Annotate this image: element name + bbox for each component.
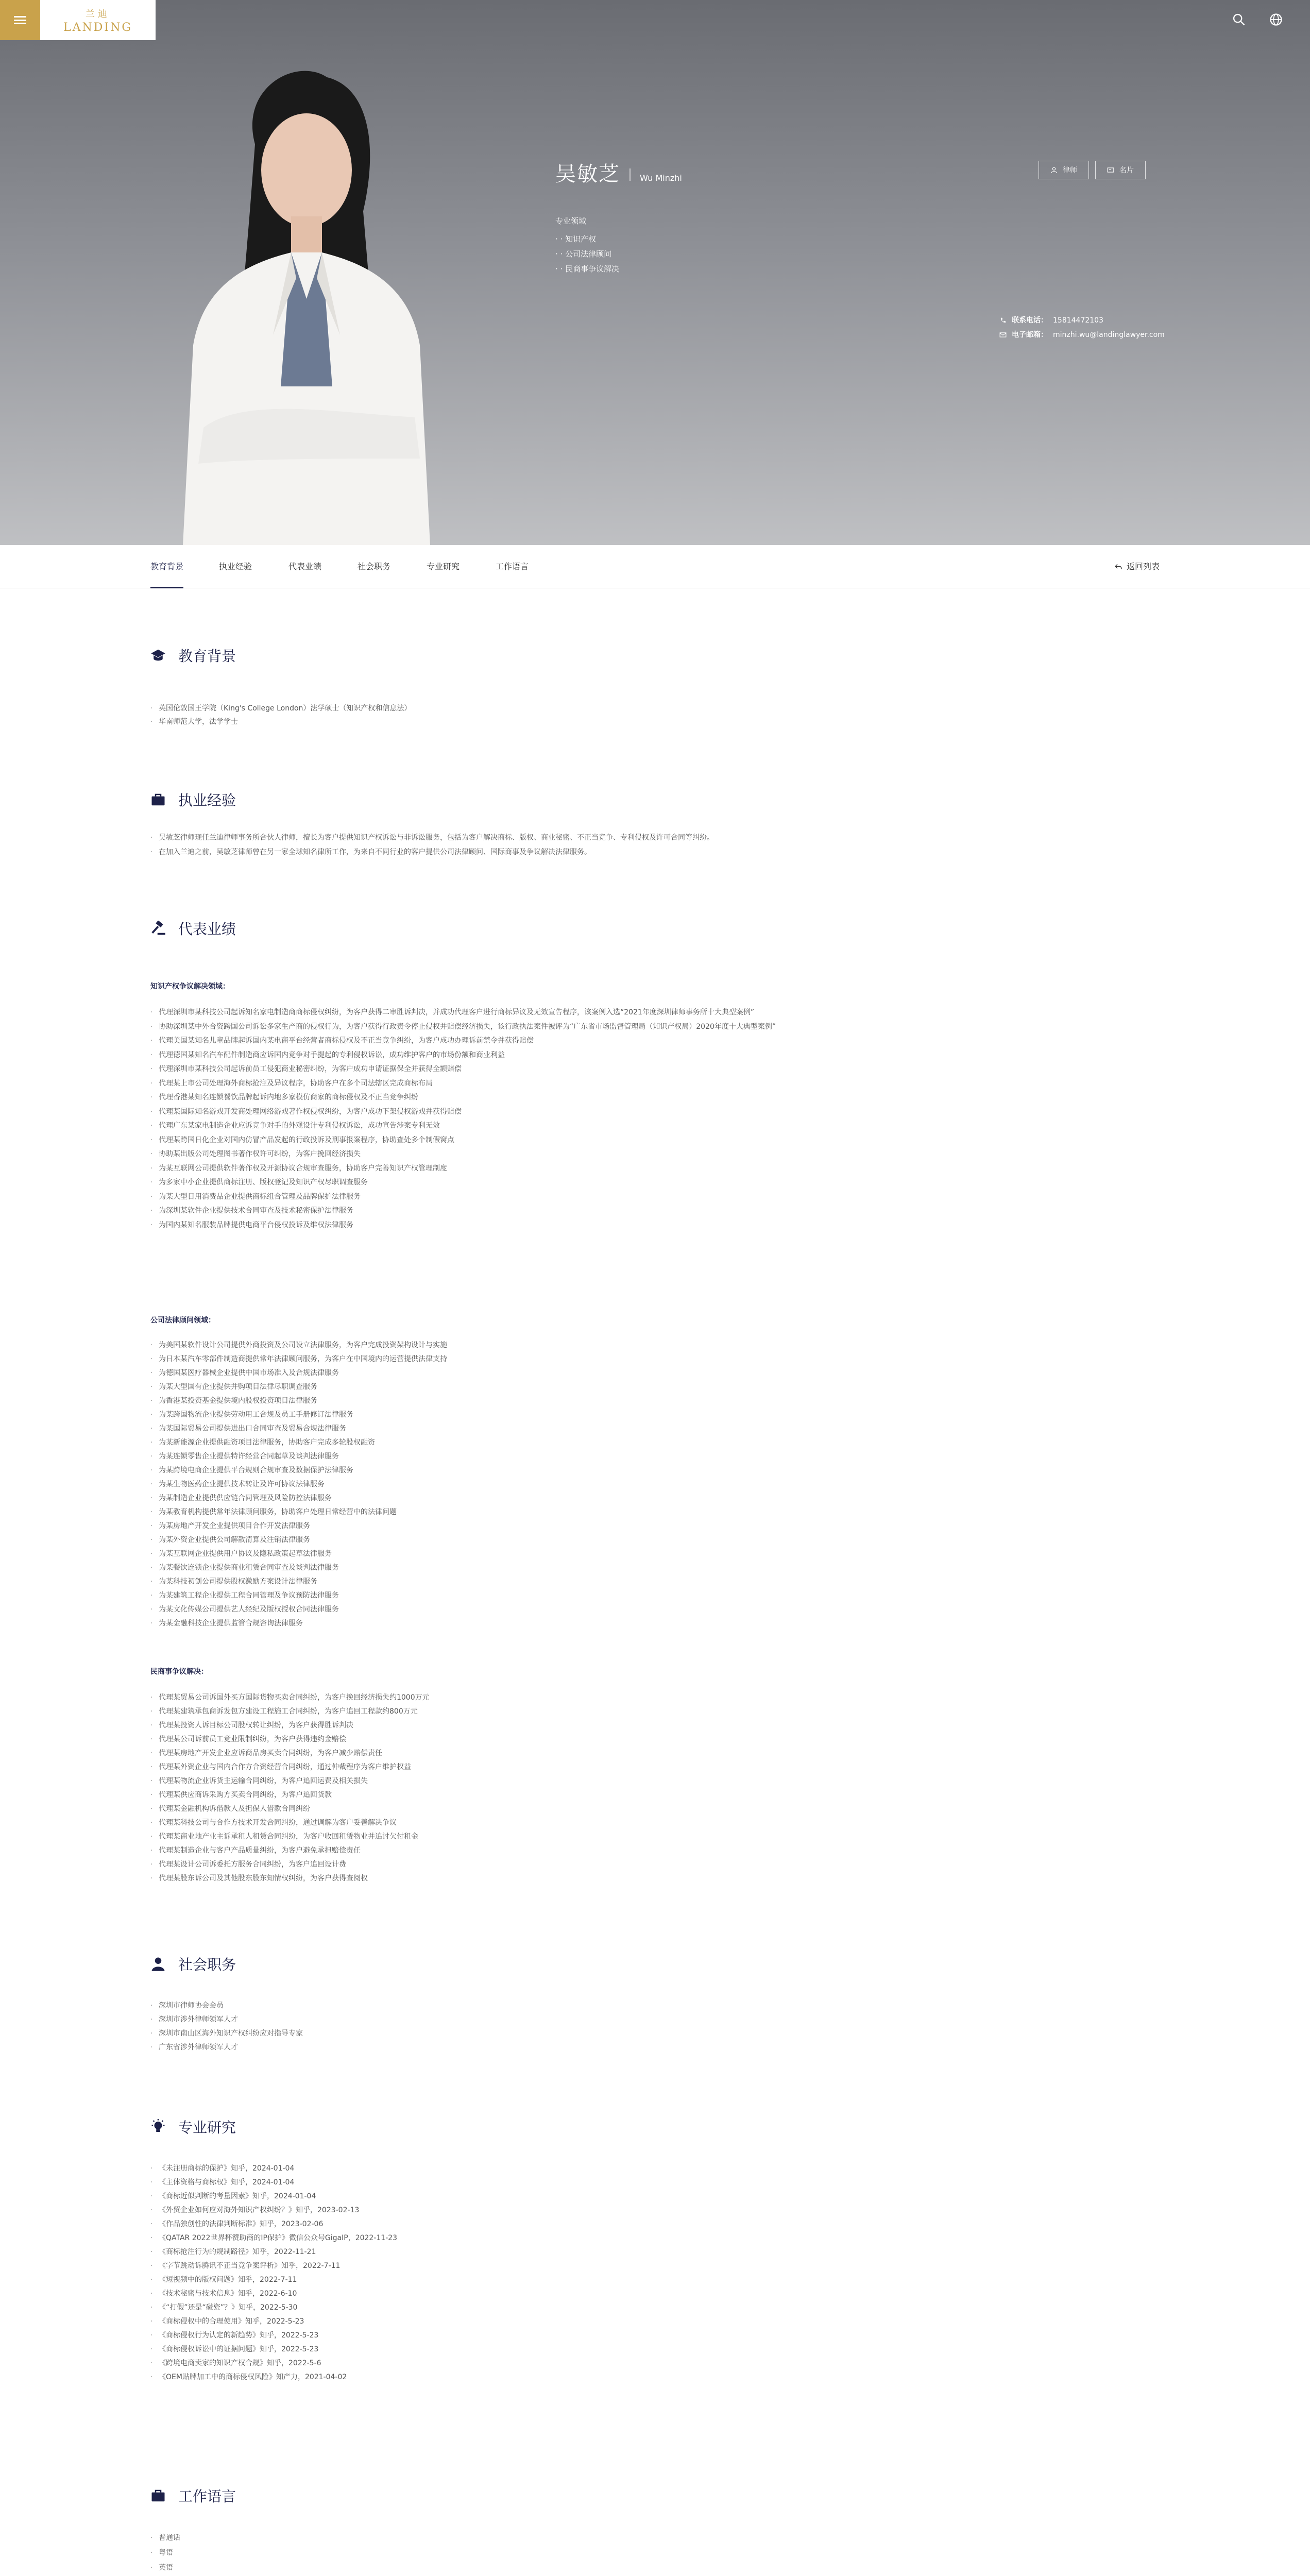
list-item: · 代理某跨国日化企业对国内仿冒产品发起的行政投诉及刑事报案程序，协助查处多个制假窝点 (150, 1133, 776, 1148)
list-item: · 协助深圳某中外合资跨国公司诉讼多家生产商的侵权行为，为客户获得行政责令停止侵权并赔偿经济损失，该行政执法案件被评为“广东省市场监督管理局（知识产权局）2020年度十大典型案例” (150, 1020, 776, 1035)
list-item: · 《跨境电商卖家的知识产权合规》知乎，2022-5-6 (150, 2357, 397, 2370)
list-item: · 《未注册商标的保护》知乎，2024-01-04 (150, 2162, 397, 2176)
list-item: · 代理某商业地产业主诉承租人租赁合同纠纷，为客户收回租赁物业并追讨欠付租金 (150, 1830, 430, 1844)
education-title: 教育背景 (178, 648, 236, 665)
list-item: · 《外贸企业如何应对海外知识产权纠纷？》知乎，2023-02-13 (150, 2204, 397, 2217)
logo[interactable] (40, 0, 156, 40)
list-item: · 《字节跳动诉腾讯不正当竞争案评析》知乎，2022-7-11 (150, 2259, 397, 2273)
list-item: · 为某互联网公司提供软件著作权及开源协议合规审查服务，协助客户完善知识产权管理制度 (150, 1162, 776, 1176)
list-item: · 为深圳某软件企业提供技术合同审查及技术秘密保护法律服务 (150, 1204, 776, 1218)
list-item: · 《商标近似判断的考量因素》知乎，2024-01-04 (150, 2190, 397, 2204)
list-item: · 为某国际贸易公司提供进出口合同审查及贸易合规法律服务 (150, 1422, 447, 1436)
top-bar (0, 0, 1310, 40)
lawyer-name-en: Wu Minzhi (640, 173, 682, 183)
civil-commercial-dispute-list (150, 1691, 430, 1886)
search-icon[interactable] (1232, 12, 1246, 27)
phone-icon (999, 317, 1007, 324)
list-item: · 代理某房地产开发企业应诉商品房买卖合同纠纷，为客户减少赔偿责任 (150, 1747, 430, 1760)
list-item: · 深圳市律师协会会员 (150, 1999, 303, 2013)
name-row (555, 158, 682, 187)
list-item: · 在加入兰迪之前，吴敏芝律师曾在另一家全球知名律所工作，为来自不同行业的客户提供公司法律顾问、国际商事及争议解决法律服务。 (150, 845, 714, 859)
list-item: · 为某生物医药企业提供技术转让及许可协议法律服务 (150, 1478, 447, 1492)
list-item: · 代理某物流企业诉货主运输合同纠纷，为客户追回运费及相关损失 (150, 1774, 430, 1788)
lawyer-button-label: 律师 (1063, 166, 1077, 175)
list-item: · 代理某科技公司与合作方技术开发合同纠纷，通过调解为客户妥善解决争议 (150, 1816, 430, 1830)
performance-group-heading: 民商事争议解决： (150, 1668, 208, 1676)
phone-row (999, 313, 1165, 328)
list-item: · 英语 (150, 2561, 180, 2575)
list-item: · 为德国某医疗器械企业提供中国市场准入及合规法律服务 (150, 1366, 447, 1380)
hamburger-icon (14, 16, 26, 24)
tab-performance[interactable]: 代表业绩 (288, 562, 322, 571)
list-item: · 为国内某知名服装品牌提供电商平台侵权投诉及维权法律服务 (150, 1218, 776, 1233)
corporate-counsel-list (150, 1338, 447, 1631)
research-title: 专业研究 (178, 2119, 236, 2136)
user-icon (1050, 166, 1058, 174)
person-icon (150, 1956, 166, 1972)
list-item: · 代理某建筑承包商诉发包方建设工程施工合同纠纷，为客户追回工程款约800万元 (150, 1705, 430, 1719)
list-item: · 代理德国某知名汽车配件制造商应诉国内竞争对手提起的专利侵权诉讼，成功维护客户的市场份额和商业利益 (150, 1048, 776, 1063)
back-to-list-label: 返回列表 (1126, 562, 1160, 571)
list-item: · 代理某设计公司诉委托方服务合同纠纷，为客户追回设计费 (150, 1858, 430, 1872)
list-item: · 代理某股东诉公司及其他股东股东知情权纠纷，为客户获得查阅权 (150, 1872, 430, 1886)
experience-heading (150, 789, 236, 810)
lawyer-button[interactable] (1039, 161, 1089, 179)
list-item: · 为某房地产开发企业提供项目合作开发法律服务 (150, 1519, 447, 1533)
email-icon (999, 331, 1007, 338)
list-item: · 普通话 (150, 2531, 180, 2546)
list-item: · 为某大型国有企业提供并购项目法律尽职调查服务 (150, 1380, 447, 1394)
practice-area-title: 专业领域 (555, 216, 587, 226)
list-item: · 代理广东某家电制造企业应诉竞争对手的外观设计专利侵权诉讼，成功宣告涉案专利无效 (150, 1119, 776, 1133)
list-item: · 粤语 (150, 2546, 180, 2561)
lawyer-portrait (162, 57, 451, 545)
list-item: · 吴敏芝律师现任兰迪律师事务所合伙人律师，擅长为客户提供知识产权诉讼与非诉讼服务，包括为客户解决商标、版权、商业秘密、不正当竞争、专利侵权及许可合同等纠纷。 (150, 831, 714, 845)
logo-cn: 兰迪 (86, 8, 110, 20)
tab-research[interactable]: 专业研究 (427, 562, 460, 571)
back-to-list-link[interactable] (1114, 545, 1160, 588)
list-item: · 为某教育机构提供常年法律顾问服务，协助客户处理日常经营中的法律问题 (150, 1505, 447, 1519)
list-item: · 《技术秘密与技术信息》知乎，2022-6-10 (150, 2287, 397, 2301)
list-item: · 深圳市涉外律师领军人才 (150, 2013, 303, 2027)
list-item: · 为某文化传媒公司提供艺人经纪及版权授权合同法律服务 (150, 1603, 447, 1617)
social-list (150, 1999, 303, 2055)
email-label: 电子邮箱： (1012, 331, 1048, 339)
card-icon (1107, 166, 1114, 174)
list-item: · 代理某金融机构诉借款人及担保人借款合同纠纷 (150, 1802, 430, 1816)
list-item: · 代理深圳市某科技公司起诉前员工侵犯商业秘密纠纷，为客户成功申请证据保全并获得全额赔偿 (150, 1062, 776, 1077)
tab-social[interactable]: 社会职务 (358, 562, 391, 571)
list-item: · 为某外资企业提供公司解散清算及注销法律服务 (150, 1533, 447, 1547)
language-title: 工作语言 (178, 2488, 236, 2505)
list-item: · 华南师范大学，法学学士 (150, 715, 411, 728)
list-item: · 为某新能源企业提供融资项目法律服务，协助客户完成多轮股权融资 (150, 1436, 447, 1450)
education-heading (150, 645, 236, 666)
list-item: · 为香港某投资基金提供境内股权投资项目法律服务 (150, 1394, 447, 1408)
experience-list (150, 831, 714, 859)
list-item: · 为某制造企业提供供应链合同管理及风险防控法律服务 (150, 1492, 447, 1505)
performance-group-heading: 知识产权争议解决领域： (150, 982, 230, 991)
list-item: · 代理香港某知名连锁餐饮品牌起诉内地多家模仿商家的商标侵权及不正当竞争纠纷 (150, 1091, 776, 1105)
phone-value[interactable]: 15814472103 (1053, 316, 1103, 325)
name-divider (630, 168, 631, 181)
tab-language[interactable]: 工作语言 (496, 562, 529, 571)
list-item: · 代理某制造企业与客户产品质量纠纷，为客户避免承担赔偿责任 (150, 1844, 430, 1858)
hero (0, 0, 1310, 545)
practice-area-item: · · 知识产权 (555, 232, 619, 247)
list-item: · 为某跨国物流企业提供劳动用工合规及员工手册修订法律服务 (150, 1408, 447, 1422)
performance-title: 代表业绩 (178, 921, 236, 938)
list-item: · 为某餐饮连锁企业提供商业租赁合同审查及谈判法律服务 (150, 1561, 447, 1575)
tab-education[interactable]: 教育背景 (150, 545, 183, 588)
list-item: · 《商标侵权中的合理使用》知乎，2022-5-23 (150, 2315, 397, 2329)
section-tabs (0, 545, 1310, 588)
lawyer-name-cn: 吴敏芝 (555, 162, 620, 186)
list-item: · 为某大型日用消费品企业提供商标组合管理及品牌保护法律服务 (150, 1190, 776, 1205)
list-item: · 代理某国际知名游戏开发商处理网络游戏著作权侵权纠纷，为客户成功下架侵权游戏并获得赔偿 (150, 1105, 776, 1120)
list-item: · 为某跨境电商企业提供平台规则合规审查及数据保护法律服务 (150, 1464, 447, 1478)
globe-icon[interactable] (1269, 12, 1283, 27)
practice-area-item: · · 公司法律顾问 (555, 247, 619, 262)
practice-area-list (555, 232, 619, 277)
list-item: · 《商标侵权行为认定的新趋势》知乎，2022-5-23 (150, 2329, 397, 2343)
list-item: · 广东省涉外律师领军人才 (150, 2041, 303, 2055)
list-item: · 深圳市南山区海外知识产权纠纷应对指导专家 (150, 2027, 303, 2041)
email-value[interactable]: minzhi.wu@landinglawyer.com (1053, 331, 1165, 339)
briefcase-icon (150, 2488, 166, 2503)
research-list (150, 2162, 397, 2384)
list-item: · 《商标抢注行为的规制路径》知乎，2022-11-21 (150, 2245, 397, 2259)
list-item: · 《作品独创性的法律判断标准》知乎，2023-02-06 (150, 2217, 397, 2231)
ip-dispute-list (150, 1006, 776, 1232)
experience-title: 执业经验 (178, 792, 236, 809)
list-item: · 为某金融科技企业提供监管合规咨询法律服务 (150, 1617, 447, 1631)
tab-experience[interactable]: 执业经验 (219, 562, 252, 571)
list-item: · 为日本某汽车零部件制造商提供常年法律顾问服务，为客户在中国境内的运营提供法律支持 (150, 1352, 447, 1366)
performance-group-heading: 公司法律顾问领域： (150, 1316, 215, 1325)
list-item: · 代理某供应商诉采购方买卖合同纠纷，为客户追回货款 (150, 1788, 430, 1802)
list-item: · 《商标侵权诉讼中的证据问题》知乎，2022-5-23 (150, 2343, 397, 2357)
hero-buttons (1039, 161, 1146, 179)
list-item: · 英国伦敦国王学院（King's College London）法学硕士（知识产权和信息法） (150, 702, 411, 715)
email-row (999, 328, 1165, 342)
gavel-icon (150, 921, 166, 936)
contact-info (999, 313, 1165, 342)
list-item: · 《主体资格与商标权》知乎，2024-01-04 (150, 2176, 397, 2190)
bulb-icon (150, 2119, 166, 2134)
briefcase-icon (150, 792, 166, 807)
language-list (150, 2531, 180, 2575)
list-item: · 为多家中小企业提供商标注册、版权登记及知识产权尽职调查服务 (150, 1176, 776, 1190)
return-arrow-icon (1114, 563, 1122, 571)
education-list (150, 702, 411, 728)
logo-en: LANDING (63, 21, 132, 34)
menu-button[interactable] (0, 0, 40, 40)
list-item: · 为美国某软件设计公司提供外商投资及公司设立法律服务，为客户完成投资架构设计与实施 (150, 1338, 447, 1352)
list-item: · 代理某上市公司处理海外商标抢注及异议程序，协助客户在多个司法辖区完成商标布局 (150, 1077, 776, 1091)
list-item: · 代理深圳市某科技公司起诉知名家电制造商商标侵权纠纷，为客户获得二审胜诉判决，并成功代理客户进行商标异议及无效宣告程序，该案例入选“2021年度深圳律师事务所十大典型案例” (150, 1006, 776, 1020)
list-item: · 代理某贸易公司诉国外买方国际货物买卖合同纠纷，为客户挽回经济损失约1000万元 (150, 1691, 430, 1705)
list-item: · 为某连锁零售企业提供特许经营合同起草及谈判法律服务 (150, 1450, 447, 1464)
list-item: · 《OEM贴牌加工中的商标侵权风险》知产力，2021-04-02 (150, 2370, 397, 2384)
phone-label: 联系电话： (1012, 316, 1048, 325)
list-item: · 为某科技初创公司提供股权激励方案设计法律服务 (150, 1575, 447, 1589)
list-item: · 代理某外资企业与国内合作方合资经营合同纠纷，通过仲裁程序为客户维护权益 (150, 1760, 430, 1774)
list-item: · 代理某投资人诉目标公司股权转让纠纷，为客户获得胜诉判决 (150, 1719, 430, 1733)
research-heading (150, 2116, 236, 2137)
social-title: 社会职务 (178, 1956, 236, 1973)
performance-heading (150, 918, 236, 939)
list-item: · 《“打假”还是“碰瓷”？》知乎，2022-5-30 (150, 2301, 397, 2315)
social-heading (150, 1954, 236, 1974)
list-item: · 《QATAR 2022世界杯赞助商的IP保护》微信公众号GigaIP，2022-11-23 (150, 2231, 397, 2245)
list-item: · 为某互联网企业提供用户协议及隐私政策起草法律服务 (150, 1547, 447, 1561)
list-item: · 为某建筑工程企业提供工程合同管理及争议预防法律服务 (150, 1589, 447, 1603)
list-item: · 协助某出版公司处理图书著作权许可纠纷，为客户挽回经济损失 (150, 1147, 776, 1162)
graduation-cap-icon (150, 648, 166, 663)
top-icons (1232, 12, 1283, 27)
business-card-label: 名片 (1119, 166, 1134, 175)
business-card-button[interactable] (1095, 161, 1146, 179)
list-item: · 《短视频中的版权问题》知乎，2022-7-11 (150, 2273, 397, 2287)
practice-area-item: · · 民商事争议解决 (555, 262, 619, 277)
list-item: · 代理美国某知名儿童品牌起诉国内某电商平台经营者商标侵权及不正当竞争纠纷，为客户成功办理诉前禁令并获得赔偿 (150, 1034, 776, 1048)
list-item: · 代理某公司诉前员工竞业限制纠纷，为客户获得违约金赔偿 (150, 1733, 430, 1747)
language-heading (150, 2485, 236, 2506)
